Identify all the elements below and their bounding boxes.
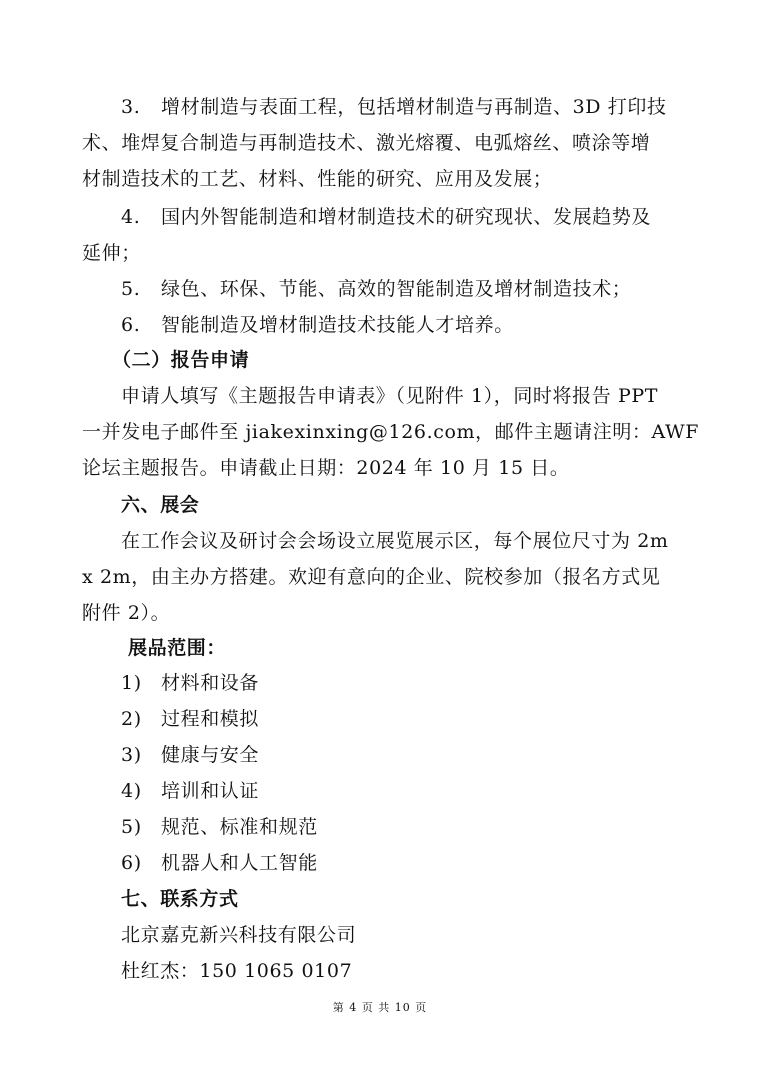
report-line-1: 申请人填写《主题报告申请表》（见附件 1），同时将报告 PPT bbox=[121, 385, 659, 407]
exhibition-line-3: 附件 2）。 bbox=[82, 602, 171, 624]
list-item-6 bbox=[121, 312, 681, 338]
scope-item-number: 1) bbox=[121, 672, 142, 694]
list-item-3-line-1 bbox=[121, 94, 681, 120]
scope-item-text: 规范、标准和规范 bbox=[161, 816, 318, 838]
scope-item-text: 材料和设备 bbox=[161, 672, 260, 694]
scope-item-number: 2) bbox=[121, 708, 142, 730]
scope-item-text: 培训和认证 bbox=[161, 780, 260, 802]
list-item-text: 增材制造与表面工程，包括增材制造与再制造、3D 打印技 bbox=[161, 96, 667, 118]
list-item-5 bbox=[121, 276, 681, 302]
scope-item-2 bbox=[121, 706, 681, 732]
list-item-4-line-2: 延伸； bbox=[82, 242, 141, 264]
scope-item-number: 4) bbox=[121, 780, 142, 802]
list-item-text: 智能制造及增材制造技术技能人才培养。 bbox=[161, 314, 514, 336]
report-line-2: 一并发电子邮件至 jiakexinxing@126.com，邮件主题请注明：AWF bbox=[82, 421, 699, 443]
list-item-4-line-1 bbox=[121, 204, 681, 230]
report-line-3: 论坛主题报告。申请截止日期：2024 年 10 月 15 日。 bbox=[82, 457, 570, 479]
contact-person: 杜红杰：150 1065 0107 bbox=[121, 960, 353, 982]
page-footer: 第 4 页 共 10 页 bbox=[332, 1001, 428, 1014]
scope-item-4 bbox=[121, 778, 681, 804]
scope-item-text: 机器人和人工智能 bbox=[161, 852, 318, 874]
list-item-number: 3. bbox=[121, 96, 141, 118]
list-item-number: 4. bbox=[121, 206, 141, 228]
scope-item-number: 5) bbox=[121, 816, 142, 838]
scope-item-3 bbox=[121, 742, 681, 768]
list-item-number: 5. bbox=[121, 278, 141, 300]
scope-item-number: 6) bbox=[121, 852, 142, 874]
scope-item-6 bbox=[121, 850, 681, 876]
contact-company: 北京嘉克新兴科技有限公司 bbox=[121, 924, 357, 946]
list-item-number: 6. bbox=[121, 314, 141, 336]
exhibition-line-2: x 2m，由主办方搭建。欢迎有意向的企业、院校参加（报名方式见 bbox=[82, 566, 661, 588]
exhibition-line-1: 在工作会议及研讨会会场设立展览展示区，每个展位尺寸为 2m bbox=[121, 530, 669, 552]
list-item-3-line-2: 术、堆焊复合制造与再制造技术、激光熔覆、电弧熔丝、喷涂等增 bbox=[82, 132, 651, 154]
report-heading: （二）报告申请 bbox=[112, 349, 250, 371]
list-item-3-line-3: 材制造技术的工艺、材料、性能的研究、应用及发展； bbox=[82, 168, 553, 190]
scope-item-text: 健康与安全 bbox=[161, 744, 260, 766]
exhibition-heading: 六、展会 bbox=[121, 494, 200, 516]
exhibit-scope-heading: 展品范围： bbox=[128, 637, 227, 659]
list-item-text: 绿色、环保、节能、高效的智能制造及增材制造技术； bbox=[161, 278, 632, 300]
list-item-text: 国内外智能制造和增材制造技术的研究现状、发展趋势及 bbox=[161, 206, 652, 228]
scope-item-1 bbox=[121, 670, 681, 696]
contact-heading: 七、联系方式 bbox=[121, 888, 239, 910]
scope-item-number: 3) bbox=[121, 744, 142, 766]
scope-item-5 bbox=[121, 814, 681, 840]
scope-item-text: 过程和模拟 bbox=[161, 708, 260, 730]
